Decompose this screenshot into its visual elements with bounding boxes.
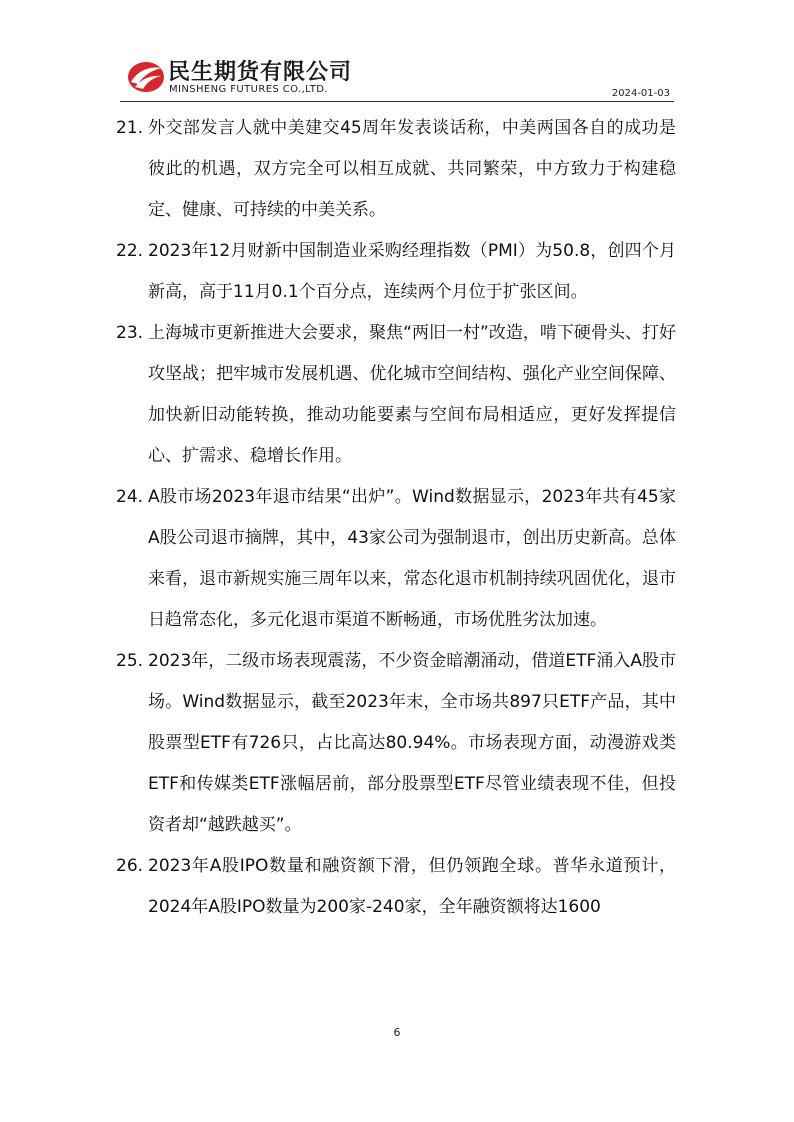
news-item-23 bbox=[116, 313, 676, 477]
item-text: A股市场2023年退市结果“出炉”。Wind数据显示，2023年共有45家A股公司退市摘牌，其中，43家公司为强制退市，创出历史新高。总体来看，退市新规实施三周年以来，常态化退市机制持续巩固优化，退市日趋常态化，多元化退市渠道不断畅通，市场优胜劣汰加速。 bbox=[148, 487, 676, 630]
news-item-24 bbox=[116, 477, 676, 641]
company-name-cn: 民生期货有限公司 bbox=[168, 60, 353, 85]
page-number: 6 bbox=[393, 1026, 401, 1039]
news-item-22 bbox=[116, 231, 676, 313]
minsheng-logo-icon bbox=[126, 56, 166, 96]
item-text: 2023年12月财新中国制造业采购经理指数（PMI）为50.8，创四个月新高，高于11月0.1个百分点，连续两个月位于扩张区间。 bbox=[148, 241, 676, 302]
item-text: 2023年，二级市场表现震荡，不少资金暗潮涌动，借道ETF涌入A股市场。Wind数据显示，截至2023年末，全市场共897只ETF产品，其中股票型ETF有726只，占比高达80.94%。市场表现方面，动漫游戏类ETF和传媒类ETF涨幅居前，部分股票型ETF尽管业绩表现不佳，但投资者却“越跌越买”。 bbox=[148, 651, 676, 835]
page-header bbox=[120, 52, 674, 104]
item-number: 26. bbox=[116, 856, 144, 876]
news-item-21 bbox=[116, 108, 676, 231]
item-number: 25. bbox=[116, 651, 144, 671]
header-divider bbox=[120, 101, 674, 102]
report-date: 2024-01-03 bbox=[611, 88, 670, 99]
item-number: 21. bbox=[116, 118, 144, 138]
item-text: 外交部发言人就中美建交45周年发表谈话称，中美两国各自的成功是彼此的机遇，双方完全可以相互成就、共同繁荣，中方致力于构建稳定、健康、可持续的中美关系。 bbox=[148, 118, 676, 220]
item-number: 24. bbox=[116, 487, 144, 507]
news-item-26 bbox=[116, 846, 676, 928]
item-text: 2023年A股IPO数量和融资额下滑，但仍领跑全球。普华永道预计，2024年A股IPO数量为200家-240家，全年融资额将达1600 bbox=[148, 856, 676, 917]
item-number: 23. bbox=[116, 323, 144, 343]
news-item-25 bbox=[116, 641, 676, 846]
item-text: 上海城市更新推进大会要求，聚焦“两旧一村”改造，啃下硬骨头、打好攻坚战；把牢城市发展机遇、优化城市空间结构、强化产业空间保障、加快新旧动能转换，推动功能要素与空间布局相适应，更好发挥提信心、扩需求、稳增长作用。 bbox=[148, 323, 676, 466]
item-number: 22. bbox=[116, 241, 144, 261]
news-list bbox=[116, 108, 676, 928]
company-name-en: MINSHENG FUTURES CO.,LTD. bbox=[169, 84, 328, 95]
